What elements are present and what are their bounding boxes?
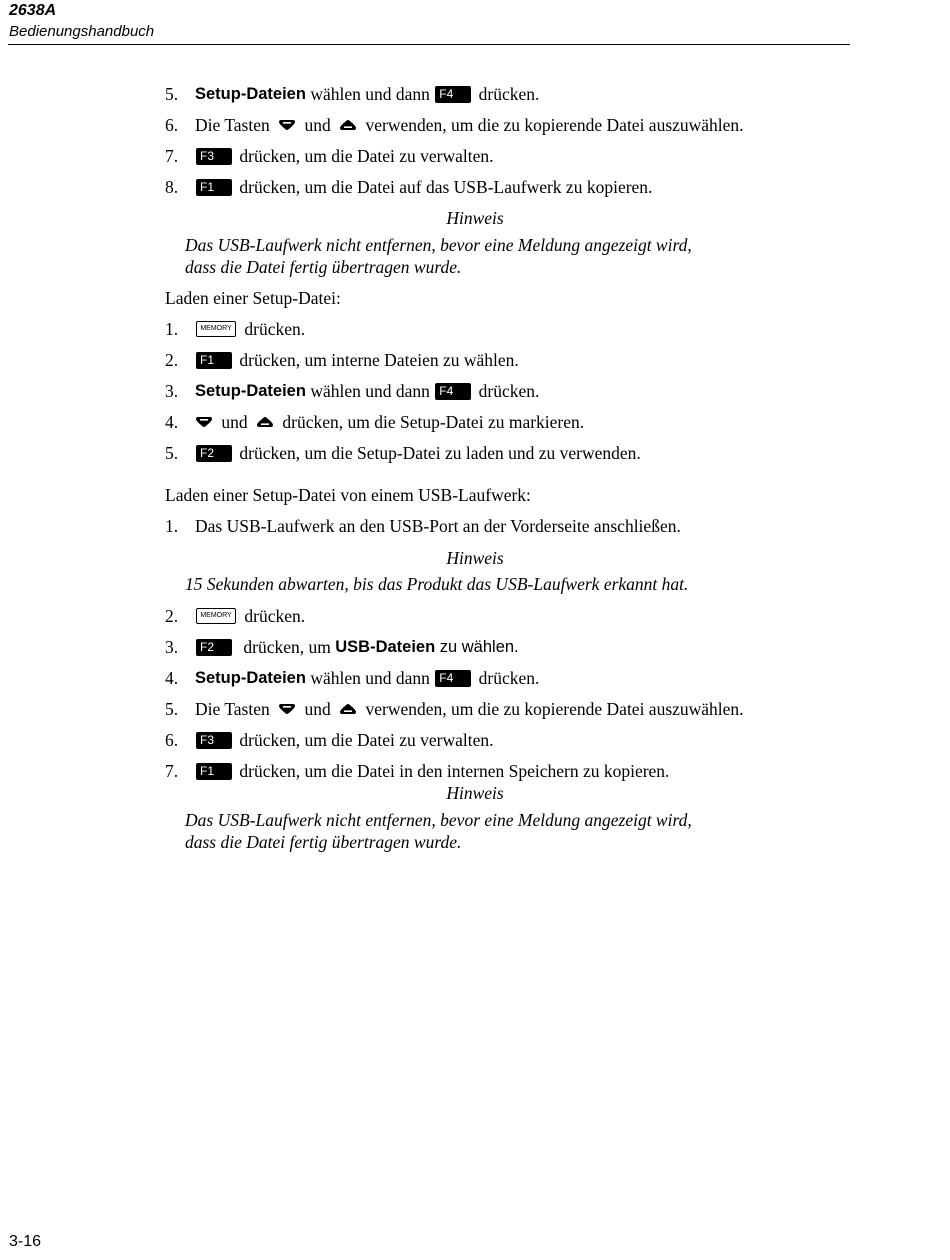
step-text: drücken, um die Datei auf das USB-Laufwerk zu kopieren. bbox=[235, 177, 653, 197]
up-arrow-key-icon bbox=[339, 120, 357, 130]
step-text: drücken. bbox=[240, 319, 306, 339]
step-number: 6. bbox=[165, 730, 179, 750]
memory-key-icon: MEMORY bbox=[196, 608, 236, 624]
step-number: 3. bbox=[165, 381, 179, 401]
section-title: Laden einer Setup-Datei: bbox=[165, 288, 341, 308]
step-number: 1. bbox=[165, 319, 179, 339]
note-heading: Hinweis bbox=[446, 783, 504, 803]
step-s2-2 bbox=[165, 349, 519, 371]
step-text: drücken. bbox=[474, 668, 540, 688]
f1-key-icon: F1 bbox=[196, 179, 232, 196]
step-text: drücken, um die Datei in den internen Speichern zu kopieren. bbox=[235, 761, 670, 781]
step-text: verwenden, um die zu kopierende Datei auszuwählen. bbox=[361, 699, 744, 719]
step-s2-4 bbox=[165, 411, 584, 433]
step-number: 5. bbox=[165, 443, 179, 463]
step-s3-1 bbox=[165, 515, 681, 537]
header-subtitle: Bedienungshandbuch bbox=[9, 23, 155, 40]
f1-key-icon: F1 bbox=[196, 763, 232, 780]
note-heading: Hinweis bbox=[446, 548, 504, 568]
down-arrow-key-icon bbox=[278, 120, 296, 130]
up-arrow-key-icon bbox=[256, 417, 274, 427]
step-number: 8. bbox=[165, 177, 179, 197]
header-model: 2638A bbox=[9, 2, 57, 19]
menu-item-setup-dateien: Setup-Dateien bbox=[195, 669, 306, 687]
down-arrow-key-icon bbox=[195, 417, 213, 427]
f2-key-icon: F2 bbox=[196, 445, 232, 462]
note-text-line: dass die Datei fertig übertragen wurde. bbox=[185, 832, 462, 852]
step-number: 5. bbox=[165, 84, 179, 104]
step-text: Die Tasten bbox=[195, 699, 275, 719]
step-number: 1. bbox=[165, 516, 179, 536]
menu-item-setup-dateien: Setup-Dateien bbox=[195, 85, 306, 103]
note-heading: Hinweis bbox=[446, 208, 504, 228]
down-arrow-key-icon bbox=[278, 704, 296, 714]
step-text: wählen und dann bbox=[305, 84, 435, 104]
step-text: drücken, um die Setup-Datei zu laden und zu verwenden. bbox=[235, 443, 641, 463]
step-text: drücken, um bbox=[239, 637, 336, 657]
memory-key-icon: MEMORY bbox=[196, 321, 236, 337]
menu-item-setup-dateien: Setup-Dateien bbox=[195, 382, 306, 400]
step-number: 3. bbox=[165, 637, 179, 657]
menu-item-usb-dateien: USB-Dateien bbox=[335, 638, 436, 656]
step-number: 7. bbox=[165, 761, 179, 781]
f4-key-icon: F4 bbox=[435, 383, 471, 400]
step-s2-1 bbox=[165, 318, 305, 340]
step-s3-6 bbox=[165, 729, 494, 751]
step-s1-5 bbox=[165, 83, 539, 105]
step-s2-3 bbox=[165, 380, 539, 402]
note-text-line: 15 Sekunden abwarten, bis das Produkt das USB-Laufwerk erkannt hat. bbox=[185, 574, 689, 594]
step-text: und bbox=[217, 412, 252, 432]
step-s2-5 bbox=[165, 442, 641, 464]
f4-key-icon: F4 bbox=[435, 86, 471, 103]
step-text: und bbox=[300, 115, 336, 135]
f2-key-icon: F2 bbox=[196, 639, 232, 656]
step-number: 6. bbox=[165, 115, 179, 135]
step-text: drücken, um interne Dateien zu wählen. bbox=[235, 350, 519, 370]
step-s1-8 bbox=[165, 176, 652, 198]
step-text: verwenden, um die zu kopierende Datei auszuwählen. bbox=[361, 115, 744, 135]
f3-key-icon: F3 bbox=[196, 148, 232, 165]
step-text: Die Tasten bbox=[195, 115, 275, 135]
step-number: 5. bbox=[165, 699, 179, 719]
f3-key-icon: F3 bbox=[196, 732, 232, 749]
step-text: drücken. bbox=[240, 606, 306, 626]
step-s1-7 bbox=[165, 145, 494, 167]
note-text-line: dass die Datei fertig übertragen wurde. bbox=[185, 257, 462, 277]
step-number: 4. bbox=[165, 668, 179, 688]
step-s3-3 bbox=[165, 636, 519, 658]
step-text: drücken. bbox=[474, 381, 540, 401]
up-arrow-key-icon bbox=[339, 704, 357, 714]
step-number: 7. bbox=[165, 146, 179, 166]
step-text: Das USB-Laufwerk an den USB-Port an der Vorderseite anschließen. bbox=[195, 516, 681, 536]
step-text: drücken, um die Datei zu verwalten. bbox=[235, 730, 494, 750]
step-text: und bbox=[300, 699, 336, 719]
step-s3-4 bbox=[165, 667, 539, 689]
f1-key-icon: F1 bbox=[196, 352, 232, 369]
step-text: wählen und dann bbox=[305, 668, 435, 688]
step-text: zu wählen. bbox=[435, 638, 519, 656]
step-s1-6 bbox=[165, 114, 744, 136]
step-number: 4. bbox=[165, 412, 179, 432]
page-number: 3-16 bbox=[9, 1233, 42, 1250]
f4-key-icon: F4 bbox=[435, 670, 471, 687]
step-number: 2. bbox=[165, 606, 179, 626]
step-text: wählen und dann bbox=[305, 381, 435, 401]
step-s3-7 bbox=[165, 760, 669, 782]
step-s3-2 bbox=[165, 605, 305, 627]
note-text-line: Das USB-Laufwerk nicht entfernen, bevor eine Meldung angezeigt wird, bbox=[185, 235, 692, 255]
step-text: drücken, um die Setup-Datei zu markieren. bbox=[278, 412, 585, 432]
note-text-line: Das USB-Laufwerk nicht entfernen, bevor eine Meldung angezeigt wird, bbox=[185, 810, 692, 830]
step-text: drücken, um die Datei zu verwalten. bbox=[235, 146, 494, 166]
section-title: Laden einer Setup-Datei von einem USB-Laufwerk: bbox=[165, 485, 531, 505]
step-s3-5 bbox=[165, 698, 744, 720]
step-number: 2. bbox=[165, 350, 179, 370]
step-text: drücken. bbox=[474, 84, 540, 104]
